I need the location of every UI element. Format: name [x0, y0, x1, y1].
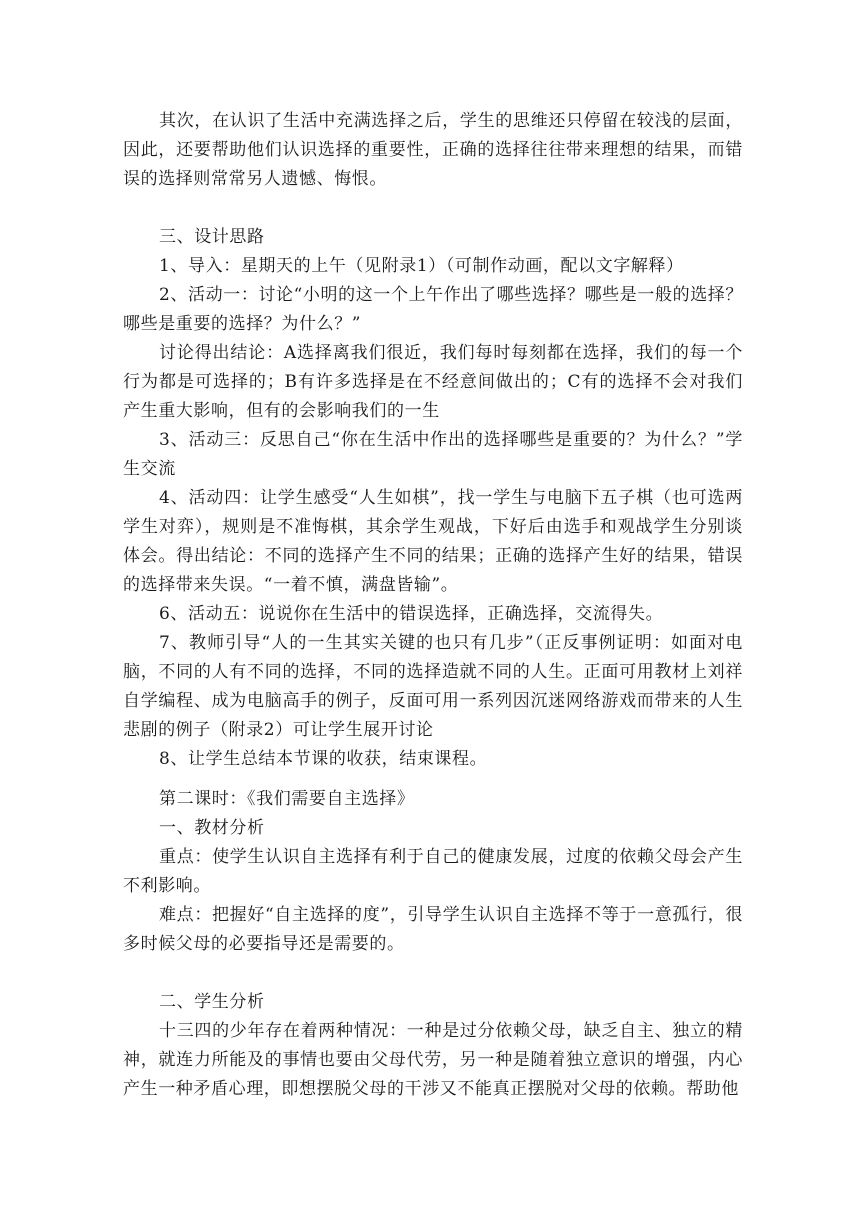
step-paragraph: 3、活动三：反思自己“你在生活中作出的选择哪些是重要的？为什么？”学生交流	[123, 430, 743, 479]
step-paragraph: 讨论得出结论：A选择离我们很近，我们每时每刻都在选择，我们的每一个行为都是可选择的；B有许多选择是在不经意间做出的；C有的选择不会对我们产生重大影响，但有的会影响我们的一生	[123, 343, 743, 421]
step-paragraph: 1、导入：星期天的上午（见附录1）（可制作动画，配以文字解释）	[159, 256, 684, 276]
student-paragraph: 十三四的少年存在着两种情况：一种是过分依赖父母，缺乏自主、独立的精神，就连力所能及的事情也要由父母代劳，另一种是随着独立意识的增强，内心产生一种矛盾心理，即想摆脱父母的干涉又不能真正摆脱对父母的依赖。帮助他	[123, 1021, 743, 1099]
analysis-block	[123, 843, 743, 959]
step-paragraph: 2、活动一：讨论“小明的这一个上午作出了哪些选择？哪些是一般的选择？哪些是重要的选择？为什么？”	[123, 285, 743, 334]
key-point-paragraph: 重点：使学生认识自主选择有利于自己的健康发展，过度的依赖父母会产生不利影响。	[123, 847, 743, 896]
step-paragraph: 7、教师引导“人的一生其实关键的也只有几步”（正反事例证明：如面对电脑，不同的人有不同的选择，不同的选择造就不同的人生。正面可用教材上刘祥自学编程、成为电脑高手的例子，反面可用一系列因沉迷网络游戏而带来的人生悲剧的例子（附录2）可让学生展开讨论	[123, 633, 743, 740]
student-block	[123, 1017, 743, 1104]
difficulty-paragraph: 难点：把握好“自主选择的度”，引导学生认识自主选择不等于一意孤行，很多时候父母的必要指导还是需要的。	[123, 905, 743, 954]
analysis-heading: 一、教材分析	[159, 818, 265, 838]
step-paragraph: 6、活动五：说说你在生活中的错误选择，正确选择，交流得失。	[159, 604, 664, 624]
design-heading: 三、设计思路	[159, 227, 265, 247]
intro-paragraph: 其次，在认识了生活中充满选择之后，学生的思维还只停留在较浅的层面，因此，还要帮助他们认识选择的重要性，正确的选择往往带来理想的结果，而错误的选择则常常另人遗憾、悔恨。	[123, 111, 743, 189]
lesson2-title: 第二课时：《我们需要自主选择》	[159, 789, 415, 809]
step-paragraph: 8、让学生总结本节课的收获，结束课程。	[159, 749, 488, 769]
student-heading: 二、学生分析	[159, 992, 265, 1012]
design-steps	[123, 252, 743, 774]
step-paragraph: 4、活动四：让学生感受“人生如棋”，找一学生与电脑下五子棋（也可选两学生对弈），规则是不准悔棋，其余学生观战，下好后由选手和观战学生分别谈体会。得出结论：不同的选择产生不同的结果；正确的选择产生好的结果，错误的选择带来失误。“一着不慎，满盘皆输”。	[123, 488, 743, 595]
intro-block	[123, 107, 743, 194]
